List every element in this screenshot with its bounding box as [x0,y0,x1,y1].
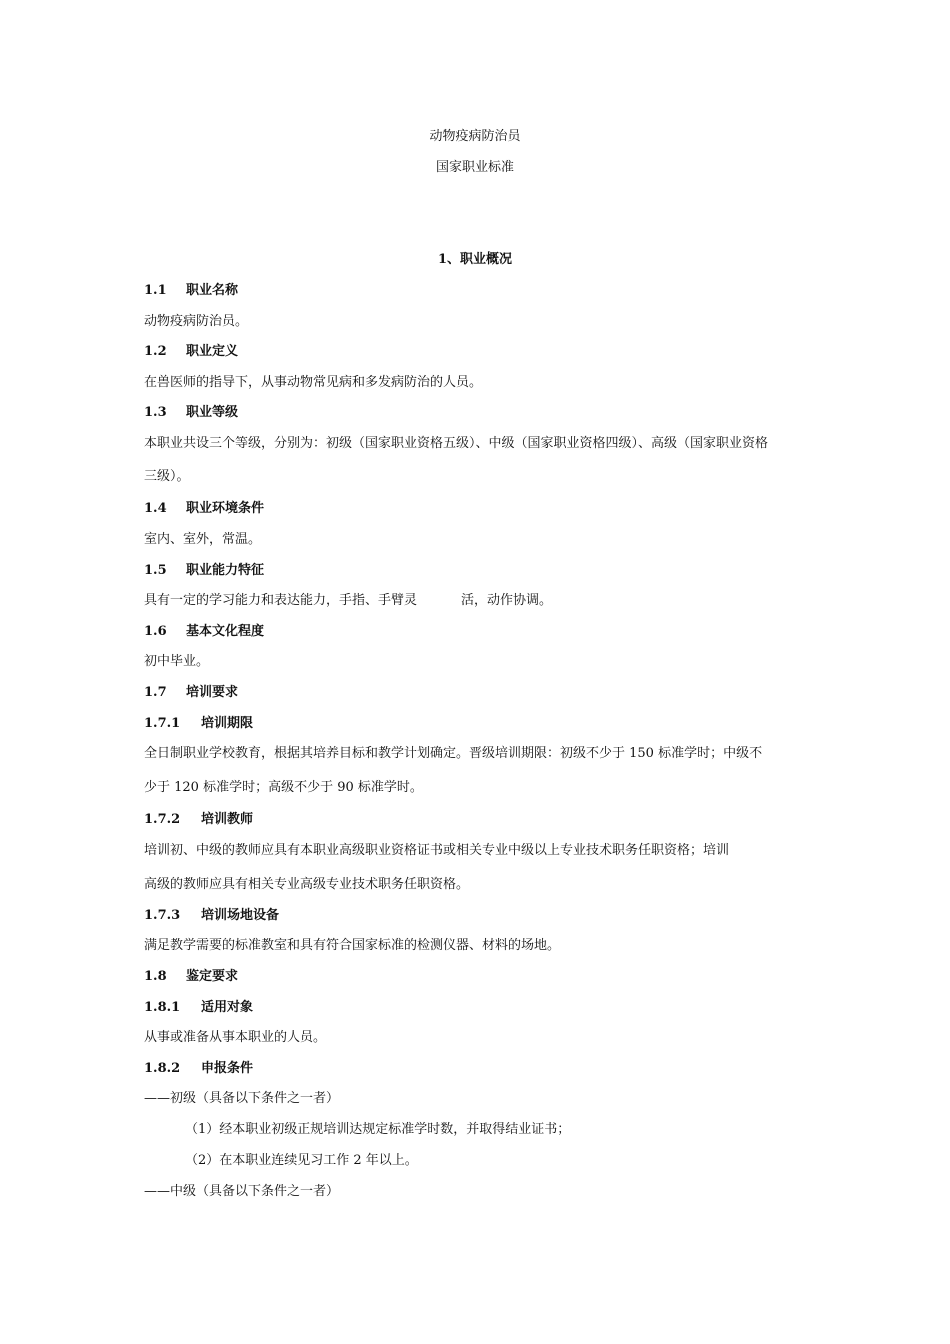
section-number: 1.8.1 [144,1000,181,1015]
section-body-1-8-1: 从事或准备从事本职业的人员。 [144,1030,327,1045]
section-body-1-6: 初中毕业。 [144,654,210,669]
section-number: 1.8 [144,969,167,984]
section-heading-1-7 [144,684,238,702]
section-body-1-3-line-2: 三级）。 [144,469,190,484]
section-heading-1-7-3 [144,907,279,925]
section-body-1-7-2-line-2: 高级的教师应具有相关专业高级专业技术职务任职资格。 [144,877,470,892]
section-title: 职业环境条件 [186,501,265,516]
section-body-1-5-part-b: 活，动作协调。 [461,593,553,608]
section-number: 1.2 [144,344,167,359]
document-subtitle: 国家职业标准 [435,160,514,175]
section-heading-1-1 [144,282,238,300]
section-title: 职业定义 [186,344,239,359]
section-number: 1.8.2 [144,1061,181,1076]
section-title: 职业能力特征 [186,563,265,578]
section-body-1-1: 动物疫病防治员。 [144,314,249,329]
section-title: 职业等级 [186,405,239,420]
section-number: 1.4 [144,501,167,516]
section-heading-1-3 [144,404,238,422]
section-heading-1-8 [144,968,238,986]
section-number: 1.7.2 [144,812,181,827]
section-body-1-2: 在兽医师的指导下，从事动物常见病和多发病防治的人员。 [144,375,483,390]
section-number: 1.3 [144,405,167,420]
section-body-1-3-line-1: 本职业共设三个等级，分别为：初级（国家职业资格五级）、中级（国家职业资格四级）、高级（国家职业资格 [144,436,769,451]
section-body-1-4: 室内、室外，常温。 [144,532,262,547]
section-heading-1-6 [144,623,264,641]
section-title: 职业名称 [186,283,239,298]
junior-level-heading: ——初级（具备以下条件之一者） [144,1091,340,1106]
section-title: 培训要求 [186,685,239,700]
section-title: 培训场地设备 [201,908,280,923]
section-heading-1-7-1 [144,715,253,733]
section-heading-1-7-2 [144,811,253,829]
section-body-1-5-part-a: 具有一定的学习能力和表达能力，手指、手臂灵 [144,593,418,608]
section-title: 培训期限 [201,716,254,731]
section-number: 1.1 [144,283,167,298]
section-title: 培训教师 [201,812,254,827]
section-body-1-5 [144,592,552,610]
chapter-title: 1、职业概况 [437,252,513,267]
list-item: （1）经本职业初级正规培训达规定标准学时数，并取得结业证书； [185,1122,571,1137]
section-number: 1.6 [144,624,167,639]
section-body-1-7-1-line-1: 全日制职业学校教育，根据其培养目标和教学计划确定。晋级培训期限：初级不少于 150 标准学时；中级不 [144,746,763,761]
section-heading-1-2 [144,343,238,361]
section-heading-1-8-1 [144,999,253,1017]
section-body-1-7-2-line-1: 培训初、中级的教师应具有本职业高级职业资格证书或相关专业中级以上专业技术职务任职资格；培训 [144,843,730,858]
section-heading-1-5 [144,562,264,580]
document-title: 动物疫病防治员 [429,129,521,144]
section-body-1-7-1-line-2: 少于 120 标准学时；高级不少于 90 标准学时。 [144,780,423,795]
section-title: 基本文化程度 [186,624,265,639]
section-heading-1-4 [144,500,264,518]
section-title: 鉴定要求 [186,969,239,984]
section-number: 1.7 [144,685,167,700]
section-heading-1-8-2 [144,1060,253,1078]
section-body-1-7-3: 满足教学需要的标准教室和具有符合国家标准的检测仪器、材料的场地。 [144,938,561,953]
section-number: 1.5 [144,563,167,578]
list-item: （2）在本职业连续见习工作 2 年以上。 [185,1153,418,1168]
section-number: 1.7.1 [144,716,181,731]
section-number: 1.7.3 [144,908,181,923]
section-title: 申报条件 [201,1061,254,1076]
section-title: 适用对象 [201,1000,254,1015]
intermediate-level-heading: ——中级（具备以下条件之一者） [144,1184,340,1199]
